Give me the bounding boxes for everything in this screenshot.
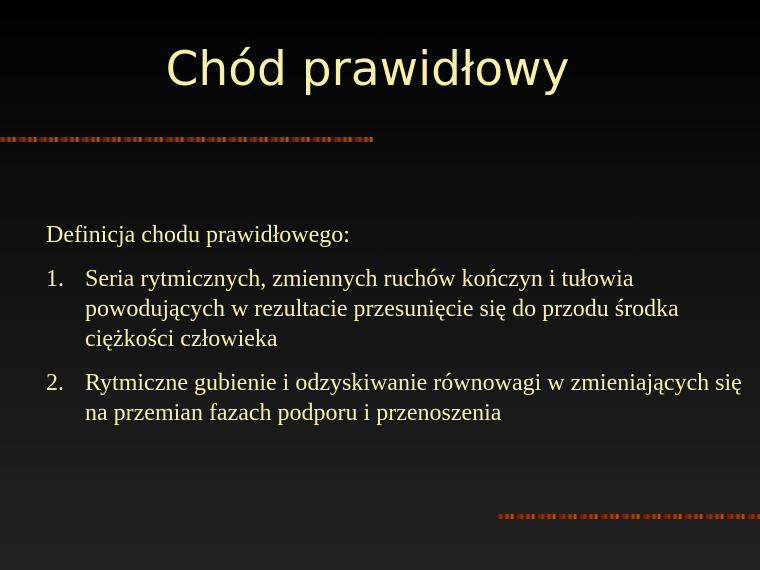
list-item	[46, 368, 746, 428]
slide-title: Chód prawidłowy	[165, 42, 570, 97]
list-item-number: 2.	[46, 370, 64, 396]
list-item-text: Seria rytmicznych, zmiennych ruchów kończyn i tułowia powodujących w rezultacie przesunięcie się do przodu środka ciężkości człowieka	[85, 266, 679, 352]
list-item	[46, 264, 746, 354]
slide-body	[46, 220, 746, 442]
definition-list	[46, 264, 746, 428]
list-item-number: 1.	[46, 266, 64, 292]
decorative-bar-bottom	[498, 514, 760, 519]
definition-intro: Definicja chodu prawidłowego:	[46, 222, 350, 248]
decorative-bar-top	[0, 137, 373, 142]
list-item-text: Rytmiczne gubienie i odzyskiwanie równowagi w zmieniających się na przemian fazach podporu i przenoszenia	[85, 370, 742, 426]
